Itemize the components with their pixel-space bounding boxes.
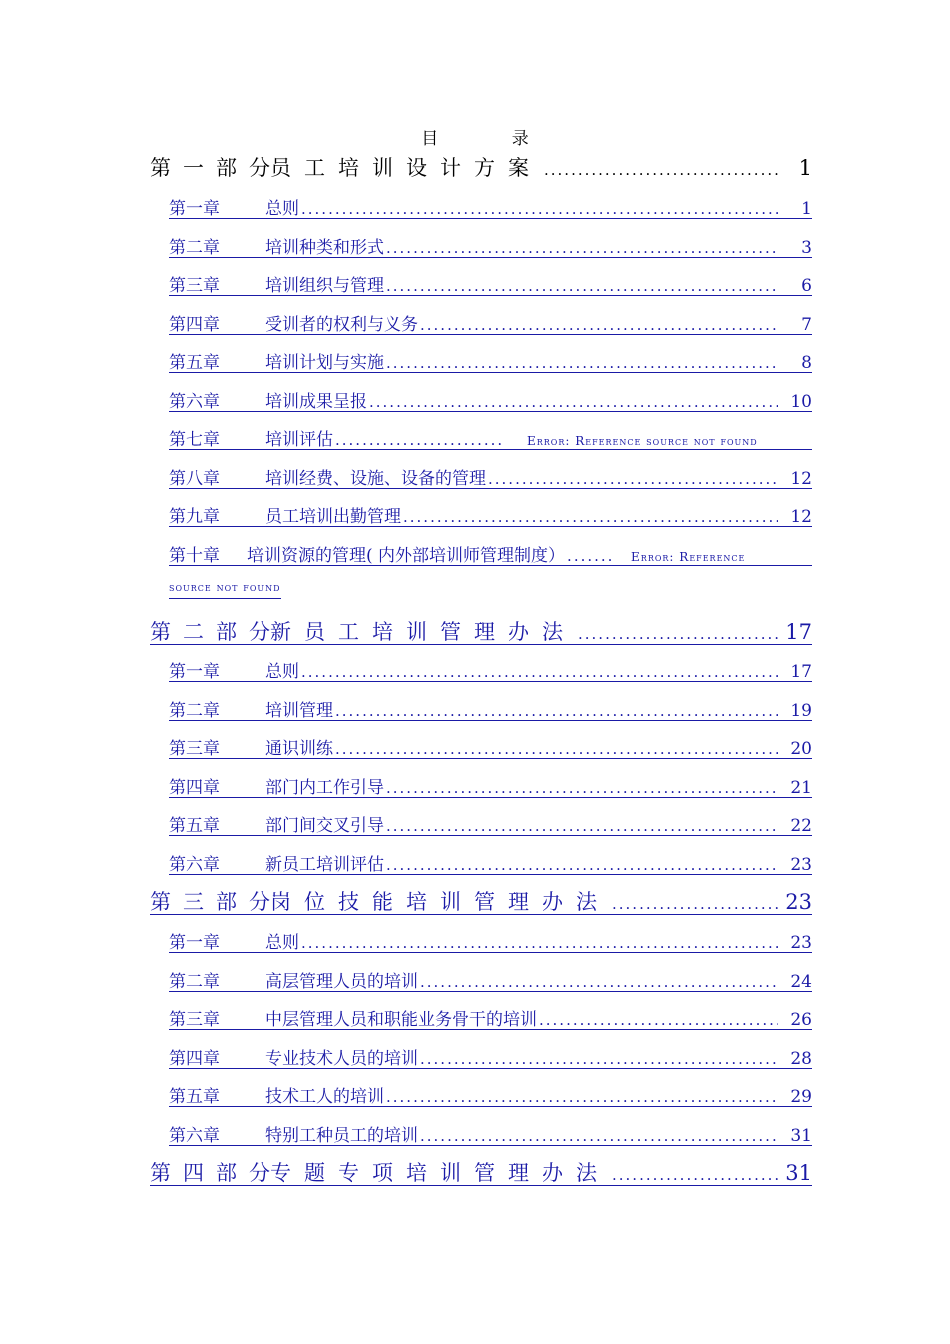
toc-chapter-link[interactable] [169, 541, 812, 566]
leader-dots [539, 1011, 778, 1029]
chapter-number: 第二章 [169, 238, 220, 258]
leader-dots [578, 625, 778, 643]
page-number: 12 [790, 507, 812, 527]
page-number: 21 [790, 778, 812, 798]
toc-chapter-link[interactable] [169, 233, 812, 258]
toc-chapter-link[interactable] [169, 348, 812, 373]
page-number: 7 [801, 315, 812, 335]
chapter-title: 部门间交叉引导 [265, 816, 384, 836]
chapter-title: 技术工人的培训 [265, 1087, 384, 1107]
chapter-number: 第五章 [169, 1087, 220, 1107]
page-number: 24 [790, 972, 812, 992]
leader-dots [301, 200, 778, 218]
page-number: 12 [790, 469, 812, 489]
page-number: 1 [801, 199, 812, 219]
chapter-number: 第一章 [169, 199, 220, 219]
page-number: 28 [790, 1049, 812, 1069]
chapter-title: 培训组织与管理 [265, 276, 384, 296]
chapter-title: 培训成果呈报 [265, 392, 367, 412]
toc-title: 目 录 [421, 129, 563, 149]
leader-dots [386, 817, 778, 835]
part-number: 第三部分 [150, 890, 282, 914]
part-name: 岗位技能培训管理办法 [270, 890, 610, 914]
toc-part-3[interactable] [150, 886, 812, 915]
toc-chapter-link[interactable] [169, 696, 812, 721]
page-number: 17 [785, 620, 812, 644]
leader-dots [420, 973, 778, 991]
page-number: 20 [790, 739, 812, 759]
chapter-number: 第七章 [169, 430, 220, 450]
leader-dots [488, 470, 778, 488]
toc-chapter-link[interactable] [169, 1044, 812, 1069]
chapter-title: 总则 [265, 662, 299, 682]
chapter-title: 新员工培训评估 [265, 855, 384, 875]
chapter-number: 第六章 [169, 855, 220, 875]
chapter-title: 专业技术人员的培训 [265, 1049, 418, 1069]
toc-chapter-link[interactable] [169, 734, 812, 759]
chapter-number: 第九章 [169, 507, 220, 527]
chapter-title: 高层管理人员的培训 [265, 972, 418, 992]
page-number: 23 [790, 855, 812, 875]
page-reference-error-continued[interactable]: source not found [169, 580, 281, 599]
chapter-title: 中层管理人员和职能业务骨干的培训 [265, 1010, 537, 1030]
page-number: 22 [790, 816, 812, 836]
part-number: 第二部分 [150, 620, 282, 644]
leader-dots [335, 740, 778, 758]
chapter-number: 第四章 [169, 1049, 220, 1069]
chapter-number: 第四章 [169, 315, 220, 335]
leader-dots [386, 277, 778, 295]
chapter-title: 总则 [265, 933, 299, 953]
chapter-title: 总则 [265, 199, 299, 219]
page-number: 26 [790, 1010, 812, 1030]
chapter-number: 第六章 [169, 392, 220, 412]
page-number: 19 [790, 701, 812, 721]
page-number: 17 [790, 662, 812, 682]
chapter-number: 第一章 [169, 933, 220, 953]
toc-chapter-link[interactable] [169, 464, 812, 489]
chapter-number: 第八章 [169, 469, 220, 489]
leader-dots [335, 431, 505, 449]
chapter-title: 部门内工作引导 [265, 778, 384, 798]
chapter-title: 通识训练 [265, 739, 333, 759]
toc-chapter-link[interactable] [169, 194, 812, 219]
chapter-number: 第二章 [169, 972, 220, 992]
toc-chapter-link[interactable] [169, 967, 812, 992]
toc-chapter-link[interactable] [169, 773, 812, 798]
toc-part-4[interactable] [150, 1157, 812, 1186]
toc-chapter-link[interactable] [169, 425, 812, 450]
page-number: 10 [790, 392, 812, 412]
chapter-number: 第三章 [169, 739, 220, 759]
page-number: 6 [801, 276, 812, 296]
part-number: 第四部分 [150, 1161, 282, 1185]
page-reference-error: Error: Reference [631, 550, 746, 564]
chapter-number: 第一章 [169, 662, 220, 682]
leader-dots [301, 934, 778, 952]
toc-part-2[interactable] [150, 616, 812, 645]
toc-part-1[interactable] [150, 152, 812, 182]
chapter-number: 第五章 [169, 353, 220, 373]
page-number: 31 [790, 1126, 812, 1146]
leader-dots [369, 393, 778, 411]
toc-chapter-link[interactable] [169, 387, 812, 412]
page-number: 8 [801, 353, 812, 373]
leader-dots [420, 1050, 778, 1068]
leader-dots [420, 1127, 778, 1145]
chapter-title: 培训资源的管理( 内外部培训师管理制度） [247, 546, 566, 566]
toc-chapter-link[interactable] [169, 502, 812, 527]
part-name: 新员工培训管理办法 [270, 620, 576, 644]
chapter-title: 培训计划与实施 [265, 353, 384, 373]
chapter-number: 第三章 [169, 1010, 220, 1030]
chapter-title: 培训评估 [265, 430, 333, 450]
leader-dots [612, 895, 778, 913]
leader-dots [301, 663, 778, 681]
leader-dots [386, 239, 778, 257]
leader-dots [544, 161, 778, 179]
page-number: 23 [785, 890, 812, 914]
toc-chapter-link[interactable] [169, 1082, 812, 1107]
chapter-number: 第二章 [169, 701, 220, 721]
leader-dots [567, 547, 611, 565]
leader-dots [386, 856, 778, 874]
toc-chapter-link[interactable] [169, 928, 812, 953]
chapter-title: 培训管理 [265, 701, 333, 721]
chapter-title: 员工培训出勤管理 [265, 507, 401, 527]
chapter-number: 第四章 [169, 778, 220, 798]
chapter-number: 第十章 [169, 546, 220, 566]
toc-chapter-link[interactable] [169, 1005, 812, 1030]
page-number: 31 [785, 1161, 812, 1185]
leader-dots [386, 779, 778, 797]
page-reference-error: Error: Reference source not found [527, 434, 758, 448]
chapter-title: 培训种类和形式 [265, 238, 384, 258]
leader-dots [612, 1166, 778, 1184]
chapter-title: 特别工种员工的培训 [265, 1126, 418, 1146]
chapter-number: 第五章 [169, 816, 220, 836]
toc-chapter-link[interactable] [169, 310, 812, 335]
toc-chapter-link[interactable] [169, 657, 812, 682]
leader-dots [403, 508, 778, 526]
leader-dots [386, 1088, 778, 1106]
toc-chapter-link[interactable] [169, 271, 812, 296]
chapter-title: 受训者的权利与义务 [265, 315, 418, 335]
leader-dots [386, 354, 778, 372]
chapter-title: 培训经费、设施、设备的管理 [265, 469, 486, 489]
chapter-number: 第六章 [169, 1126, 220, 1146]
chapter-number: 第三章 [169, 276, 220, 296]
page-number: 1 [798, 156, 812, 180]
toc-chapter-link[interactable] [169, 811, 812, 836]
part-name: 员工培训设计方案 [270, 156, 542, 180]
page-number: 23 [790, 933, 812, 953]
toc-chapter-link[interactable] [169, 850, 812, 875]
page-number: 3 [801, 238, 812, 258]
part-name: 专题专项培训管理办法 [270, 1161, 610, 1185]
leader-dots [335, 702, 778, 720]
leader-dots [420, 316, 778, 334]
toc-chapter-link[interactable] [169, 1121, 812, 1146]
part-number: 第一部分 [150, 156, 282, 180]
page-number: 29 [790, 1087, 812, 1107]
